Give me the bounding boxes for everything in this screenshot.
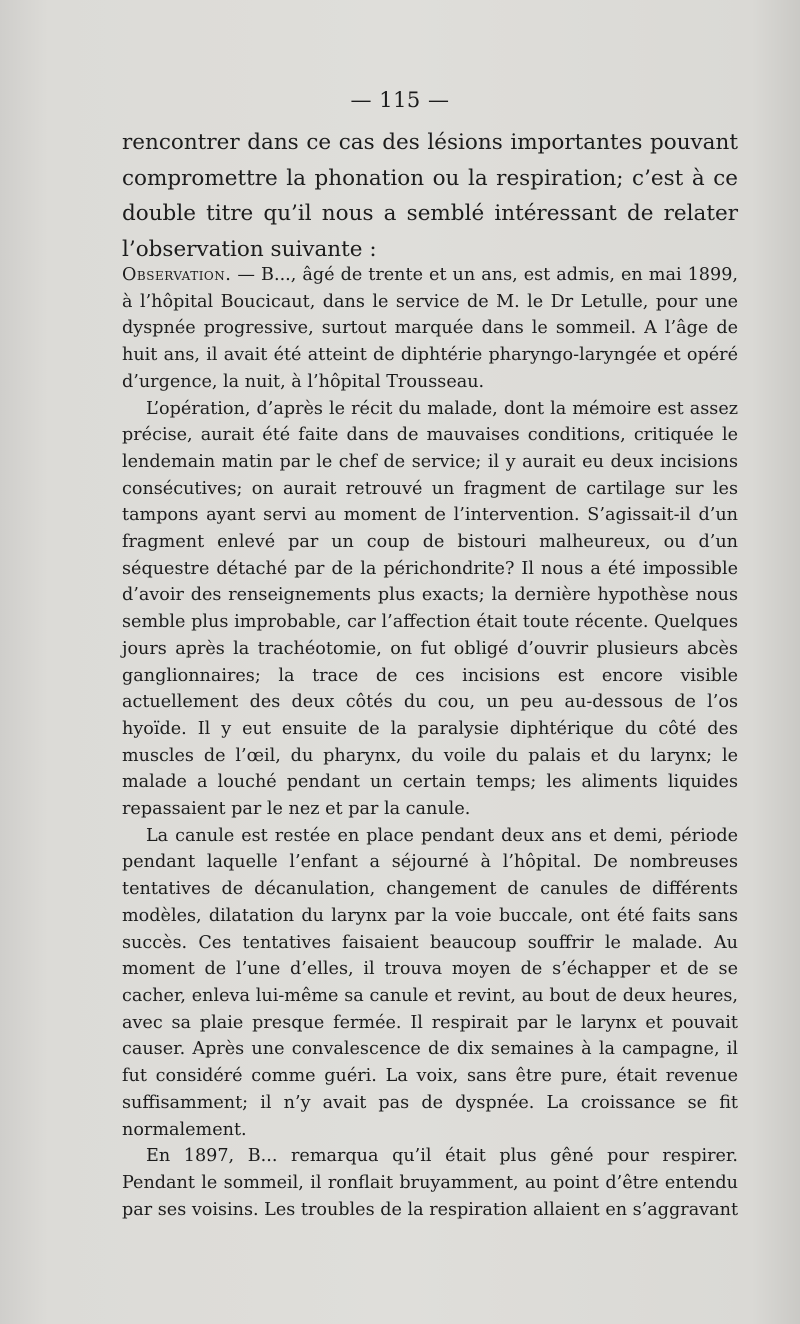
observation-paragraph-3: La canule est restée en place pendant deux ans et demi, période pendant laquelle l’enfant a séjourné à l’hôpital. De nombreuses tentatives de décanulation, changement de canules de différents modèles, dilatation du larynx par la voie buccale, ont été faits sans succès. Ces tentatives faisaient beaucoup souffrir le malade. Au moment de l’une d’elles, il trouva moyen de s’échapper et de se cacher, enleva lui-même sa canule et revint, au bout de deux heures, avec sa plaie presque fermée. Il respirait par le larynx et pouvait causer. Après une convalescence de dix semaines à la campagne, il fut considéré comme guéri. La voix, sans être pure, était revenue suffisamment; il n’y avait pas de dyspnée. La croissance se fit normalement. — [122, 825, 738, 1140]
observation-paragraph-1-text: — B..., âgé de trente et un ans, est admis, en mai 1899, à l’hôpital Boucicaut, dans le service de M. le Dr Letulle, pour une dyspnée progressive, surtout marquée dans le sommeil. A l’âge de huit ans, il avait été atteint de diphtérie pharyngo-laryngée et opéré d’urgence, la nuit, à l’hôpital Trousseau. — [122, 265, 738, 392]
page-number: — 115 — — [350, 88, 450, 112]
observation-label: Observation. — [122, 265, 232, 285]
intro-paragraph: rencontrer dans ce cas des lésions importantes pouvant compromettre la phonation ou la respiration; c’est à ce double titre qu’il nous a semblé intéressant de relater l’observation suivante : — [122, 130, 738, 262]
observation-paragraph-1 — [122, 262, 738, 396]
observation-body — [122, 262, 738, 1223]
observation-paragraph-2: L’opération, d’après le récit du malade, dont la mémoire est assez précise, aurait été faite dans de mauvaises conditions, critiquée le lendemain matin par le chef de service; il y aurait eu deux incisions consécutives; on aurait retrouvé un fragment de cartilage sur les tampons ayant servi au moment de l’intervention. S’agissait-il d’un fragment enlevé par un coup de bistouri malheureux, ou d’un séquestre détaché par de la périchondrite? Il nous a été impossible d’avoir des renseignements plus exacts; la dernière hypothèse nous semble plus improbable, car l’affection était toute récente. Quelques jours après la trachéotomie, on fut obligé d’ouvrir plusieurs abcès ganglionnaires; la trace de ces incisions est encore visible actuellement des deux côtés du cou, un peu au-dessous de l’os hyoïde. Il y eut ensuite de la paralysie diphtérique du côté des muscles de l’œil, du pharynx, du voile du palais et du larynx; le malade a louché pendant un certain temps; les aliments liquides repassaient par le nez et par la canule. — [122, 398, 738, 820]
observation-paragraph-4: En 1897, B... remarqua qu’il était plus gêné pour respirer. Pendant le sommeil, il ronflait bruyamment, au point d’être entendu par ses voisins. Les troubles de la respiration allaient en s’aggravant — [122, 1146, 739, 1220]
